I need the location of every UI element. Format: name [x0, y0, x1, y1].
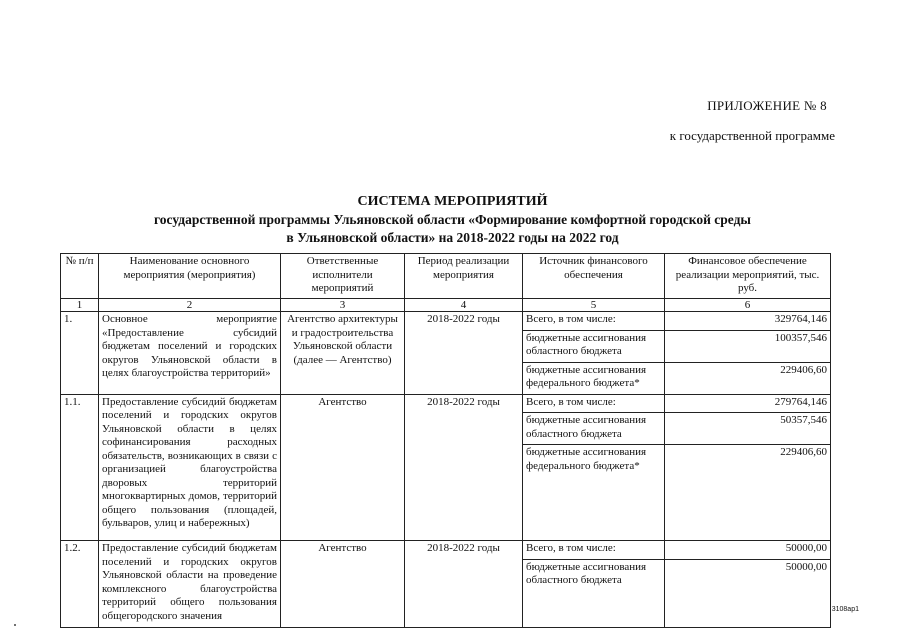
- row-number: 1.2.: [61, 541, 99, 628]
- executor-note: (далее — Агентство): [293, 353, 392, 366]
- measures-table: [60, 253, 831, 628]
- header-name: Наименование основного мероприятия (мероприятия): [99, 254, 281, 299]
- measure-executor: Агентство: [281, 541, 405, 628]
- funding-source: бюджетные ассигнования федерального бюджета*: [523, 362, 665, 394]
- measure-executor: [281, 312, 405, 395]
- column-number: 4: [405, 299, 523, 312]
- funding-amount: 329764,146: [665, 312, 831, 331]
- funding-amount: 100357,546: [665, 330, 831, 362]
- document-subtitle-line2: в Ульяновской области» на 2018-2022 годы на 2022 год: [286, 230, 619, 245]
- column-number-row: [61, 299, 831, 312]
- funding-amount: 50000,00: [665, 541, 831, 560]
- funding-amount: 279764,146: [665, 394, 831, 413]
- measure-executor: Агентство: [281, 394, 405, 541]
- column-number: 1: [61, 299, 99, 312]
- funding-source: Всего, в том числе:: [523, 312, 665, 331]
- funding-amount: 50357,546: [665, 413, 831, 445]
- table-row: [61, 394, 831, 413]
- measure-name: Предоставление субсидий бюджетам поселений и городских округов Ульяновской области на проведение комплексного благоустройства территорий общего пользования общегородского значения: [99, 541, 281, 628]
- appendix-subtitle: к государственной программе: [669, 128, 835, 143]
- funding-amount: 229406,60: [665, 362, 831, 394]
- measure-period: 2018-2022 годы: [405, 312, 523, 395]
- column-number: 2: [99, 299, 281, 312]
- row-number: 1.1.: [61, 394, 99, 541]
- header-finance: Финансовое обеспечение реализации мероприятий, тыс. руб.: [665, 254, 831, 299]
- table-row: [61, 541, 831, 560]
- funding-source: бюджетные ассигнования областного бюджета: [523, 559, 665, 627]
- funding-source: Всего, в том числе:: [523, 394, 665, 413]
- header-no: № п/п: [61, 254, 99, 299]
- document-subtitle-line1: государственной программы Ульяновской области «Формирование комфортной городской среды: [154, 212, 751, 227]
- funding-source: бюджетные ассигнования областного бюджета: [523, 330, 665, 362]
- measure-name: Основное мероприятие «Предоставление субсидий бюджетам поселений и городских округов Ульяновской области в целях благоустройства территорий»: [99, 312, 281, 395]
- funding-amount: 50000,00: [665, 559, 831, 627]
- column-number: 5: [523, 299, 665, 312]
- funding-source: бюджетные ассигнования федерального бюджета*: [523, 445, 665, 541]
- measure-period: 2018-2022 годы: [405, 541, 523, 628]
- measure-name: Предоставление субсидий бюджетам поселений и городских округов Ульяновской области в целях софинансирования расходных обязательств, возникающих в связи с организацией благоустройства дворовых территорий многоквартирных домов, территорий общего пользования (площадей, бульваров, улиц и набережных): [99, 394, 281, 541]
- scan-speck: [14, 624, 16, 626]
- header-period: Период реализации мероприятия: [405, 254, 523, 299]
- column-number: 6: [665, 299, 831, 312]
- table-row: [61, 312, 831, 331]
- table-header-row: [61, 254, 831, 299]
- funding-amount: 229406,60: [665, 445, 831, 541]
- column-number: 3: [281, 299, 405, 312]
- funding-source: Всего, в том числе:: [523, 541, 665, 560]
- document-title: СИСТЕМА МЕРОПРИЯТИЙ: [357, 194, 548, 209]
- executor-name: Агентство архитектуры и градостроительства Ульяновской области: [287, 313, 398, 352]
- header-executors: Ответственные исполнители мероприятий: [281, 254, 405, 299]
- funding-source: бюджетные ассигнования областного бюджета: [523, 413, 665, 445]
- appendix-number: ПРИЛОЖЕНИЕ № 8: [707, 98, 827, 113]
- header-source: Источник финансового обеспечения: [523, 254, 665, 299]
- measure-period: 2018-2022 годы: [405, 394, 523, 541]
- row-number: 1.: [61, 312, 99, 395]
- page-code: 3108ap1: [831, 606, 859, 613]
